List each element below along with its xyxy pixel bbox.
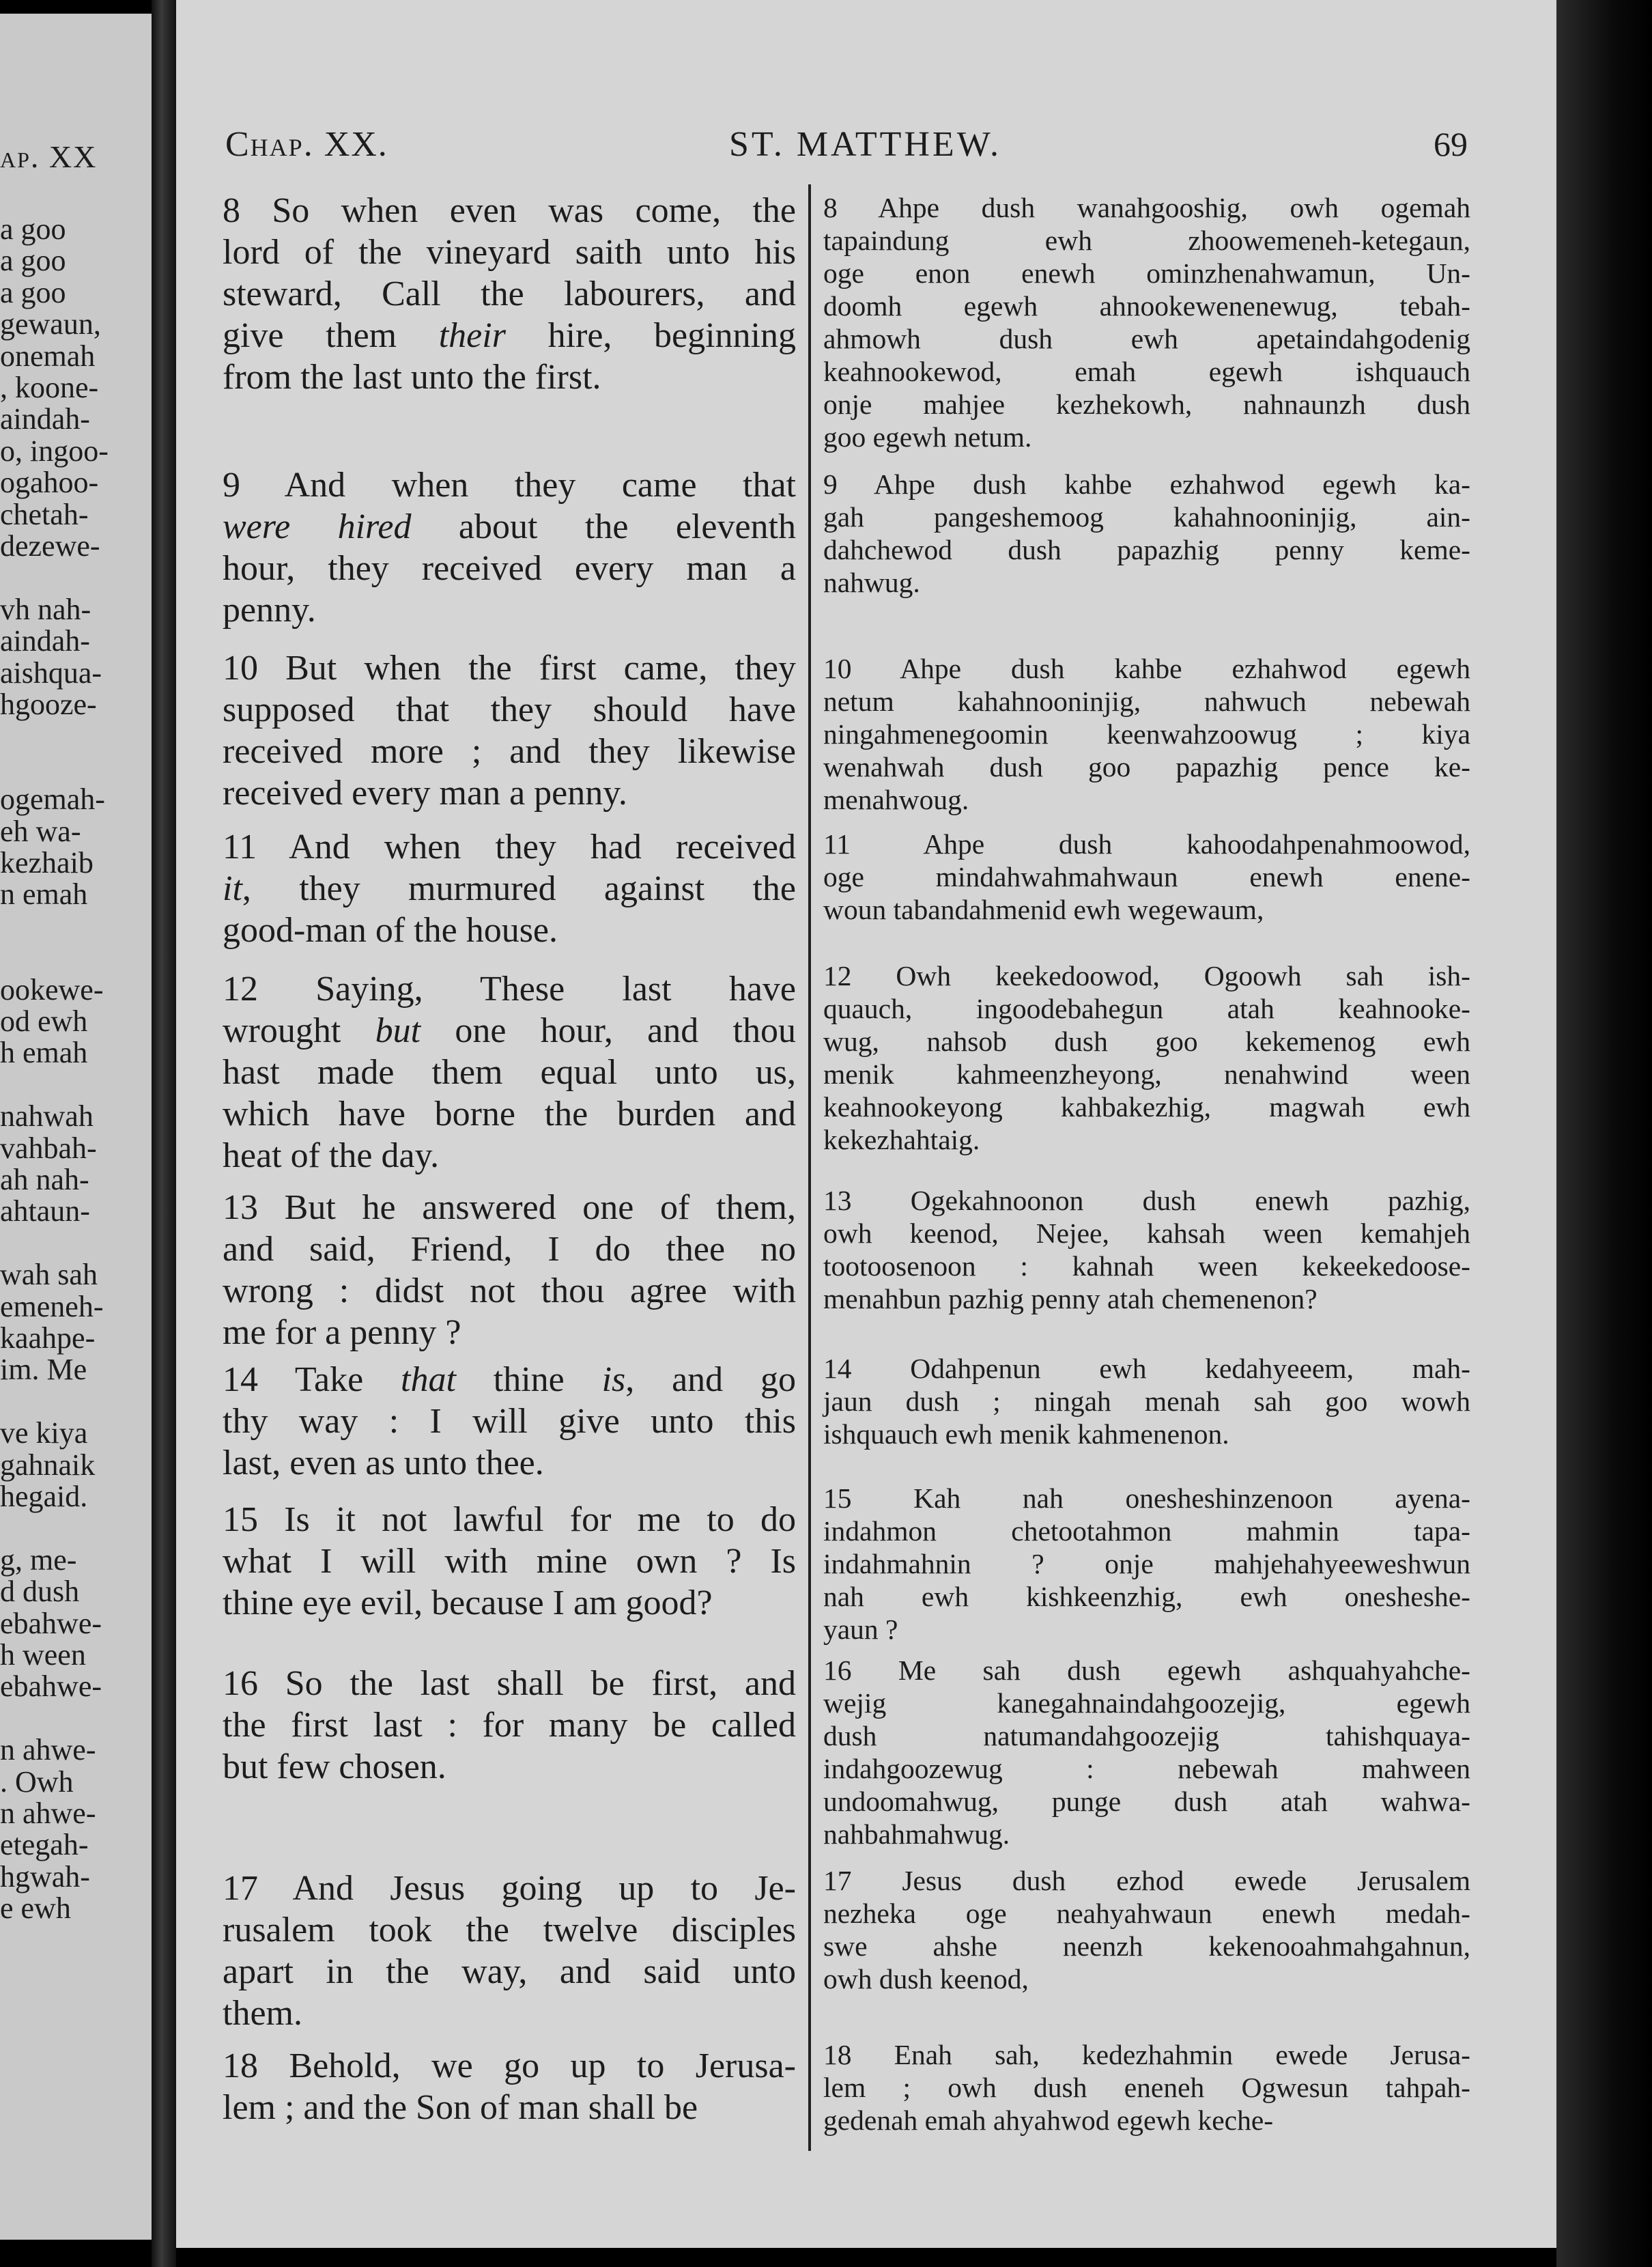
verse-line: 8 So when even was come, the: [223, 191, 796, 230]
facing-page-line: vh nah-: [0, 592, 91, 626]
verse-line: 17 And Jesus going up to Je-: [223, 1869, 796, 1908]
ojibwe-verse: [823, 959, 1470, 1156]
facing-page-line: aishqua-: [0, 656, 102, 690]
ojibwe-verse: [823, 828, 1470, 926]
verse-line: dush natumandahgoozejig tahishquaya-: [823, 1720, 1470, 1751]
facing-page-line: gewaun,: [0, 307, 101, 341]
facing-page-line: kezhaib: [0, 846, 94, 879]
running-head-title: ST. MATTHEW.: [729, 125, 1001, 164]
facing-page-line: a goo: [0, 244, 66, 278]
verse-line: supposed that they should have: [223, 690, 796, 729]
verse-line: jaun dush ; ningah menah sah goo wowh: [823, 1385, 1470, 1417]
english-verse: [223, 2045, 796, 2128]
verse-line: 15 Kah nah onesheshinzenoon ayena-: [823, 1482, 1470, 1514]
verse-line: lem ; and the Son of man shall be: [223, 2088, 698, 2127]
facing-page-line: emeneh-: [0, 1289, 104, 1323]
verse-line: it, they murmured against the: [223, 869, 796, 908]
verse-line: thy way : I will give unto this: [223, 1402, 796, 1441]
page-number: 69: [1434, 125, 1468, 163]
verse-line: nahwug.: [823, 567, 920, 598]
verse-line: which have borne the burden and: [223, 1095, 796, 1134]
facing-page-fragment: [0, 14, 152, 2240]
verse-line: quauch, ingoodebahegun atah keahnooke-: [823, 993, 1470, 1024]
english-verse: [223, 1499, 796, 1624]
facing-page-line: n ahwe-: [0, 1797, 96, 1830]
verse-line: 12 Saying, These last have: [223, 970, 796, 1009]
verse-line: 12 Owh keekedoowod, Ogoowh sah ish-: [823, 960, 1470, 991]
facing-page-line: e ewh: [0, 1891, 71, 1926]
verse-line: 13 But he answered one of them,: [223, 1188, 796, 1227]
facing-page-line: hegaid.: [0, 1480, 88, 1513]
english-verse: [223, 1663, 796, 1788]
verse-line: doomh egewh ahnookewenenewug, tebah-: [823, 290, 1470, 322]
verse-line: what I will with mine own ? Is: [223, 1542, 796, 1581]
facing-page-line: nahwah: [0, 1099, 94, 1134]
english-verse: [223, 1359, 796, 1484]
verse-line: from the last unto the first.: [223, 358, 601, 397]
english-verse: [223, 968, 796, 1177]
verse-line: 18 Behold, we go up to Jerusa-: [223, 2046, 796, 2085]
verse-line: ningahmenegoomin keenwahzoowug ; kiya: [823, 718, 1470, 750]
facing-page-line: ookewe-: [0, 972, 104, 1006]
verse-line: rusalem took the twelve disciples: [223, 1911, 796, 1949]
ojibwe-verse: [823, 191, 1470, 453]
verse-line: woun tabandahmenid ewh wegewaum,: [823, 894, 1264, 925]
verse-line: lord of the vineyard saith unto his: [223, 233, 796, 272]
ojibwe-verse: [823, 2038, 1470, 2137]
verse-line: undoomahwug, punge dush atah wahwa-: [823, 1786, 1470, 1817]
verse-line: 11 Ahpe dush kahoodahpenahmoowod,: [823, 828, 1470, 860]
verse-line: 8 Ahpe dush wanahgooshig, owh ogemah: [823, 192, 1470, 223]
facing-page-line: chetah-: [0, 497, 89, 531]
verse-line: onje mahjee kezhekowh, nahnaunzh dush: [823, 389, 1470, 420]
verse-line: the first last : for many be called: [223, 1706, 796, 1745]
verse-line: swe ahshe neenzh kekenooahmahgahnun,: [823, 1930, 1470, 1962]
facing-page-line: hgooze-: [0, 688, 97, 721]
verse-line: but few chosen.: [223, 1747, 446, 1786]
verse-line: 10 Ahpe dush kahbe ezhahwod egewh: [823, 653, 1470, 684]
facing-page-line: ahtaun-: [0, 1194, 90, 1228]
ojibwe-verse: [823, 652, 1470, 816]
verse-line: yaun ?: [823, 1614, 898, 1645]
facing-page-line: od ewh: [0, 1004, 88, 1038]
book-gutter: [152, 0, 176, 2267]
verse-line: oge mindahwahmahwaun enewh enene-: [823, 861, 1470, 892]
verse-line: oge enon enewh ominzhenahwamun, Un-: [823, 257, 1470, 289]
verse-line: thine eye evil, because I am good?: [223, 1583, 713, 1622]
facing-page-line: eh wa-: [0, 814, 81, 848]
verse-line: give them their hire, beginning: [223, 316, 796, 355]
verse-line: menik kahmeenzheyong, nenahwind ween: [823, 1058, 1470, 1090]
verse-line: lem ; owh dush eneneh Ogwesun tahpah-: [823, 2072, 1470, 2103]
verse-line: indahmahnin ? onje mahjehahyeeweshwun: [823, 1548, 1470, 1579]
verse-line: ishquauch ewh menik kahmenenon.: [823, 1418, 1229, 1450]
verse-line: 9 Ahpe dush kahbe ezhahwod egewh ka-: [823, 468, 1470, 500]
facing-page-header: ap. XX: [0, 139, 98, 174]
verse-line: good-man of the house.: [223, 911, 558, 950]
ojibwe-verse: [823, 1482, 1470, 1646]
verse-line: menahbun pazhig penny atah chemenenon?: [823, 1283, 1318, 1314]
verse-line: last, even as unto thee.: [223, 1444, 544, 1482]
facing-page-line: , koone-: [0, 371, 99, 404]
facing-page-line: gahnaik: [0, 1448, 96, 1482]
facing-page-line: h ween: [0, 1638, 86, 1672]
verse-line: wejig kanegahnaindahgoozejig, egewh: [823, 1687, 1470, 1719]
running-head-chapter: Chap. XX.: [225, 125, 388, 164]
facing-page-line: aindah-: [0, 402, 90, 436]
verse-line: penny.: [223, 591, 316, 630]
verse-line: nahbahmahwug.: [823, 1818, 1010, 1850]
verse-line: owh keenod, Nejee, kahsah ween kemahjeh: [823, 1217, 1470, 1249]
verse-line: goo egewh netum.: [823, 421, 1032, 453]
facing-page-line: g, me-: [0, 1543, 77, 1577]
facing-page-line: n ahwe-: [0, 1733, 96, 1767]
verse-line: 16 Me sah dush egewh ashquahyahche-: [823, 1655, 1470, 1686]
verse-line: kekezhahtaig.: [823, 1124, 980, 1155]
facing-page-line: o, ingoo-: [0, 434, 109, 468]
verse-line: nezheka oge neahyahwaun enewh medah-: [823, 1898, 1470, 1929]
verse-line: them.: [223, 1994, 302, 2033]
verse-line: received more ; and they likewise: [223, 732, 796, 771]
facing-page-line: onemah: [0, 339, 96, 373]
english-verse: [223, 826, 796, 951]
verse-line: 13 Ogekahnoonon dush enewh pazhig,: [823, 1185, 1470, 1216]
facing-page-line: ebahwe-: [0, 1606, 102, 1640]
facing-page-line: ebahwe-: [0, 1670, 102, 1704]
english-verse: [223, 464, 796, 631]
page-edge: [1556, 0, 1652, 2267]
verse-line: wrong : didst not thou agree with: [223, 1271, 796, 1310]
verse-line: 16 So the last shall be first, and: [223, 1664, 796, 1703]
verse-line: wug, nahsob dush goo kekemenog ewh: [823, 1026, 1470, 1057]
verse-line: menahwoug.: [823, 784, 969, 815]
verse-line: 11 And when they had received: [223, 828, 796, 867]
facing-page-line: im. Me: [0, 1353, 87, 1387]
verse-line: gedenah emah ahyahwod egewh keche-: [823, 2104, 1274, 2136]
facing-page-line: dezewe-: [0, 529, 100, 563]
verse-line: 14 Take that thine is, and go: [223, 1360, 796, 1399]
verse-line: 18 Enah sah, kedezhahmin ewede Jerusa-: [823, 2039, 1470, 2070]
verse-line: owh dush keenod,: [823, 1963, 1029, 1995]
facing-page-line: ogahoo-: [0, 466, 99, 500]
facing-page-line: ogemah-: [0, 783, 105, 817]
verse-line: 14 Odahpenun ewh kedahyeeem, mah-: [823, 1353, 1470, 1384]
verse-line: 10 But when the first came, they: [223, 649, 796, 688]
facing-page-line: vahbah-: [0, 1131, 97, 1165]
verse-line: keahnookeyong kahbakezhig, magwah ewh: [823, 1091, 1470, 1123]
facing-page-line: a goo: [0, 212, 66, 246]
verse-line: tapaindung ewh zhoowemeneh-ketegaun,: [823, 225, 1470, 256]
facing-page-line: ve kiya: [0, 1416, 88, 1450]
verse-line: dahchewod dush papazhig penny keme-: [823, 534, 1470, 565]
verse-line: gah pangeshemoog kahahnooninjig, ain-: [823, 501, 1470, 533]
ojibwe-verse: [823, 468, 1470, 599]
verse-line: apart in the way, and said unto: [223, 1952, 796, 1991]
column-rule: [808, 184, 811, 2151]
ojibwe-verse: [823, 1184, 1470, 1315]
ojibwe-verse: [823, 1864, 1470, 1995]
facing-page-line: ah nah-: [0, 1163, 89, 1196]
verse-line: 15 Is it not lawful for me to do: [223, 1500, 796, 1539]
facing-page-line: aindah-: [0, 624, 90, 658]
english-verse: [223, 190, 796, 398]
ojibwe-verse: [823, 1654, 1470, 1850]
facing-page-line: h emah: [0, 1036, 88, 1070]
facing-page-line: n emah: [0, 877, 88, 912]
verse-line: 17 Jesus dush ezhod ewede Jerusalem: [823, 1865, 1470, 1896]
verse-line: heat of the day.: [223, 1136, 440, 1175]
english-verse: [223, 1187, 796, 1353]
english-verse: [223, 647, 796, 814]
facing-page-line: wah sah: [0, 1258, 98, 1292]
facing-page-line: etegah-: [0, 1828, 89, 1862]
verse-line: me for a penny ?: [223, 1313, 461, 1352]
verse-line: wenahwah dush goo papazhig pence ke-: [823, 751, 1470, 783]
verse-line: keahnookewod, emah egewh ishquauch: [823, 356, 1470, 387]
verse-line: 9 And when they came that: [223, 466, 796, 505]
verse-line: and said, Friend, I do thee no: [223, 1230, 796, 1269]
ojibwe-verse: [823, 1352, 1470, 1450]
facing-page-line: kaahpe-: [0, 1321, 96, 1355]
verse-line: tootoosenoon : kahnah ween kekeekedoose-: [823, 1250, 1470, 1282]
verse-line: wrought but one hour, and thou: [223, 1011, 796, 1050]
facing-page-line: a goo: [0, 275, 66, 309]
english-verse: [223, 1868, 796, 2034]
verse-line: steward, Call the labourers, and: [223, 274, 796, 313]
verse-line: received every man a penny.: [223, 774, 627, 813]
verse-line: netum kahahnooninjig, nahwuch nebewah: [823, 686, 1470, 717]
facing-page-line: hgwah-: [0, 1859, 90, 1893]
verse-line: indahgoozewug : nebewah mahween: [823, 1753, 1470, 1784]
verse-line: nah ewh kishkeenzhig, ewh onesheshe-: [823, 1581, 1470, 1612]
facing-page-line: . Owh: [0, 1764, 74, 1799]
verse-line: were hired about the eleventh: [223, 507, 796, 546]
verse-line: hast made them equal unto us,: [223, 1053, 796, 1092]
verse-line: ahmowh dush ewh apetaindahgodenig: [823, 323, 1470, 354]
verse-line: indahmon chetootahmon mahmin tapa-: [823, 1515, 1470, 1547]
verse-line: hour, they received every man a: [223, 549, 796, 588]
facing-page-line: d dush: [0, 1575, 80, 1609]
